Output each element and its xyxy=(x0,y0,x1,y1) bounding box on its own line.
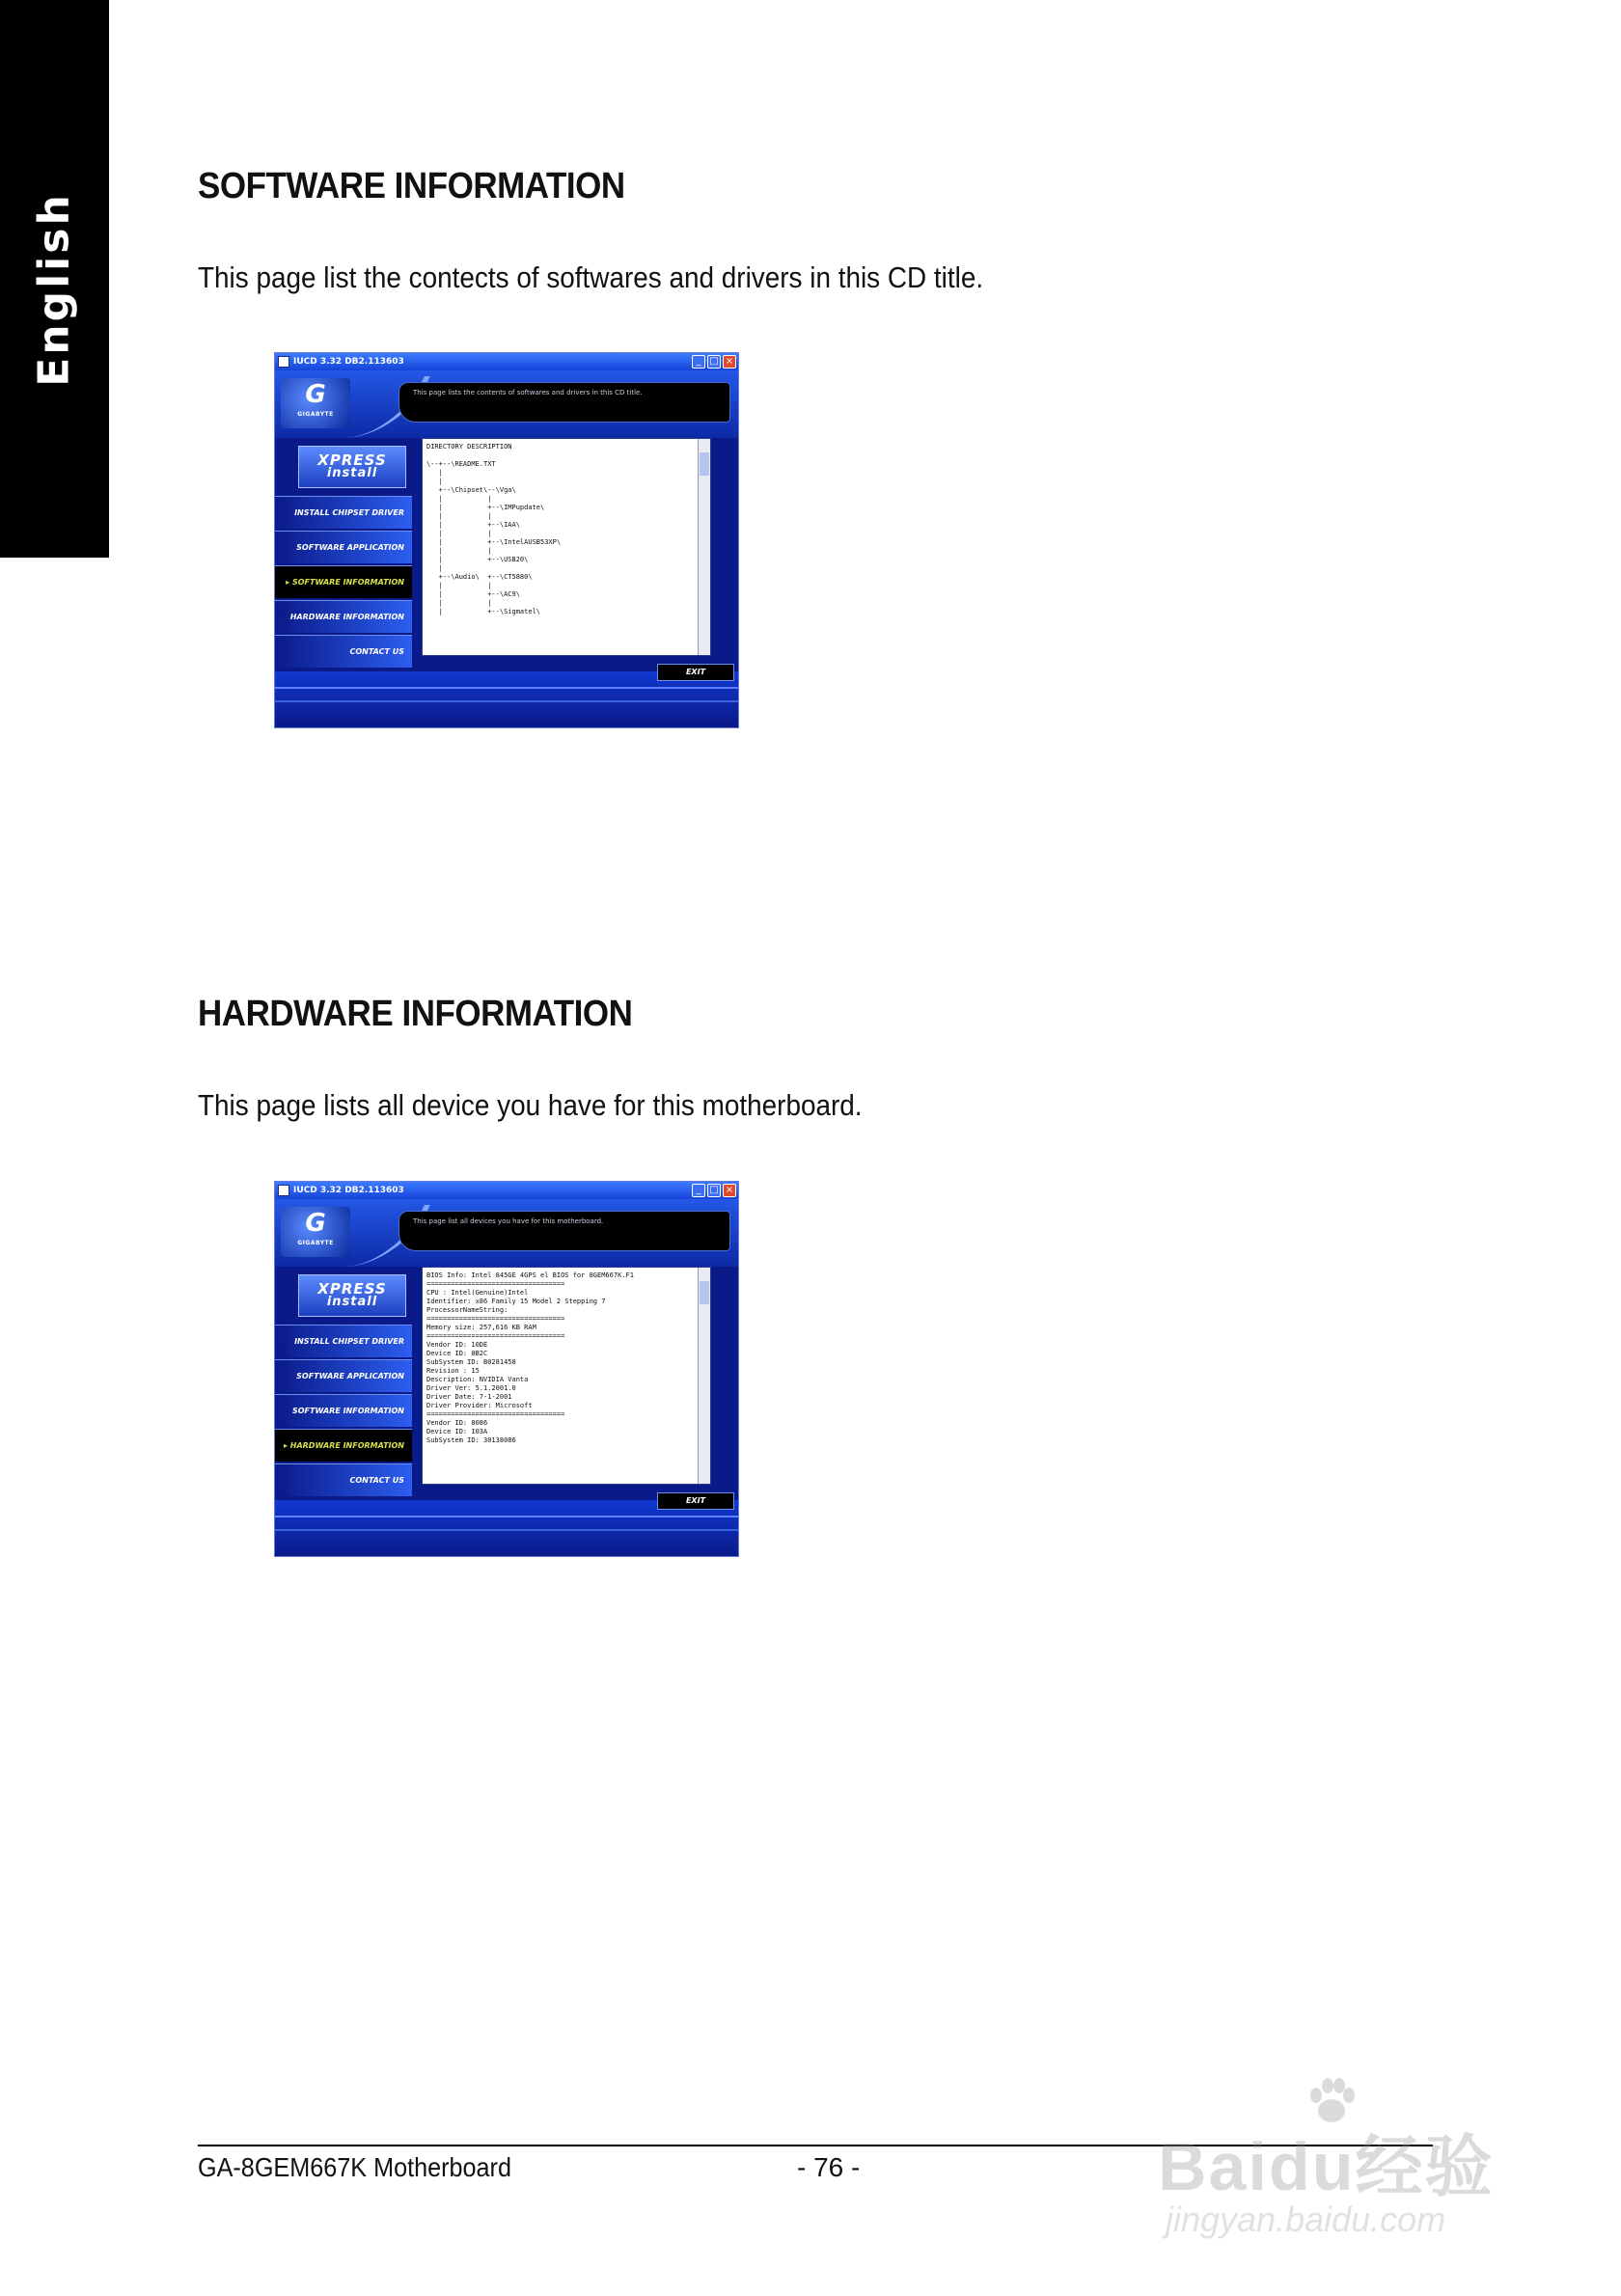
close-icon[interactable]: × xyxy=(723,355,736,369)
logo-g-icon: G xyxy=(305,380,326,409)
directory-listing: DIRECTORY DESCRIPTION \--+--\README.TXT | | +--\Chipset\--\Vga\ | | | +--\IMPupdate\ | | | +--\IAA\ | | | +--\IntelAUSB53XP\ | | | +--\USB20\ | +--\Audio\ +--\CT5880\ | | | +--\AC9\ | | | +--\Sigmatel\ xyxy=(426,443,562,615)
header-band xyxy=(275,1199,738,1267)
scrollbar[interactable] xyxy=(698,1268,710,1484)
xpress-install-button[interactable]: XPRESS install xyxy=(298,446,406,488)
exit-button[interactable]: EXIT xyxy=(657,1492,734,1510)
logo-g-icon: G xyxy=(305,1209,326,1238)
menu-item-software-information[interactable]: ▸ SOFTWARE INFORMATION xyxy=(275,565,412,598)
xpress-install-button[interactable]: XPRESS install xyxy=(298,1274,406,1317)
content-panel[interactable] xyxy=(422,1267,711,1485)
section-heading-hardware-information: HARDWARE INFORMATION xyxy=(198,994,633,1034)
menu-item-hardware-information[interactable]: ▸ HARDWARE INFORMATION xyxy=(275,1429,412,1462)
maximize-icon[interactable]: □ xyxy=(707,355,721,369)
window-titlebar xyxy=(275,353,738,370)
minimize-icon[interactable]: _ xyxy=(692,1184,705,1197)
gigabyte-logo xyxy=(281,378,350,428)
menu-item-contact-us[interactable]: CONTACT US xyxy=(275,635,412,668)
logo-word: GIGABYTE xyxy=(297,1240,334,1246)
app-icon xyxy=(278,356,289,368)
scrollbar[interactable] xyxy=(698,439,710,655)
section-description-software: This page list the contects of softwares and drivers in this CD title. xyxy=(198,260,984,294)
menu-item-software-application[interactable]: SOFTWARE APPLICATION xyxy=(275,1359,412,1392)
watermark-sub: jingyan.baidu.com xyxy=(1166,2200,1446,2239)
hint-text: This page list all devices you have for this motherboard. xyxy=(413,1217,604,1225)
logo-word: GIGABYTE xyxy=(297,411,334,418)
window-title: IUCD 3.32 DB2.113603 xyxy=(293,357,404,367)
header-band xyxy=(275,370,738,438)
menu-item-hardware-information[interactable]: HARDWARE INFORMATION xyxy=(275,600,412,633)
software-information-screenshot xyxy=(274,352,739,728)
language-tab xyxy=(0,0,109,558)
language-tab-label: English xyxy=(29,192,79,387)
close-icon[interactable]: × xyxy=(723,1184,736,1197)
baidu-watermark xyxy=(1158,2074,1544,2248)
watermark-main: Baidu经验 xyxy=(1158,2129,1495,2204)
app-icon xyxy=(278,1185,289,1196)
hint-bar xyxy=(398,1211,730,1251)
content-panel[interactable] xyxy=(422,438,711,656)
hardware-information-screenshot xyxy=(274,1181,739,1557)
exit-button[interactable]: EXIT xyxy=(657,664,734,681)
hint-text: This page lists the contents of softwares and drivers in this CD title. xyxy=(413,389,643,396)
minimize-icon[interactable]: _ xyxy=(692,355,705,369)
hint-bar xyxy=(398,382,730,423)
menu-item-software-application[interactable]: SOFTWARE APPLICATION xyxy=(275,531,412,563)
footer-model: GA-8GEM667K Motherboard xyxy=(198,2152,511,2182)
menu-item-install-chipset-driver[interactable]: INSTALL CHIPSET DRIVER xyxy=(275,1325,412,1357)
menu-item-software-information[interactable]: SOFTWARE INFORMATION xyxy=(275,1394,412,1427)
gigabyte-logo xyxy=(281,1207,350,1257)
device-listing: BIOS Info: Intel 845GE 4GPS el BIOS for 8GEM667K.F1 ================================== CPU : Intel(Genuine)Intel Identifier: x86 Family 15 Model 2 Stepping 7 ProcessorNameString: ================================== Memory size: 257,616 KB RAM ================================== Vendor ID: 10DE Device ID: 0B2C SubSystem ID: B0281458 Revision : 15 Description: NVIDIA Vanta Driver Ver: 5.1.2001.0 Driver Date: 7-1-2001 Driver Provider: Microsoft ================================== Vendor ID: 8086 Device ID: 103A SubSystem ID: 30138086 xyxy=(426,1271,634,1444)
section-heading-software-information: SOFTWARE INFORMATION xyxy=(198,166,625,206)
maximize-icon[interactable]: □ xyxy=(707,1184,721,1197)
menu-item-contact-us[interactable]: CONTACT US xyxy=(275,1463,412,1496)
window-title: IUCD 3.32 DB2.113603 xyxy=(293,1186,404,1195)
window-titlebar xyxy=(275,1182,738,1199)
menu-item-install-chipset-driver[interactable]: INSTALL CHIPSET DRIVER xyxy=(275,496,412,529)
section-description-hardware: This page lists all device you have for this motherboard. xyxy=(198,1088,863,1122)
footer-page-number: - 76 - xyxy=(797,2152,861,2182)
